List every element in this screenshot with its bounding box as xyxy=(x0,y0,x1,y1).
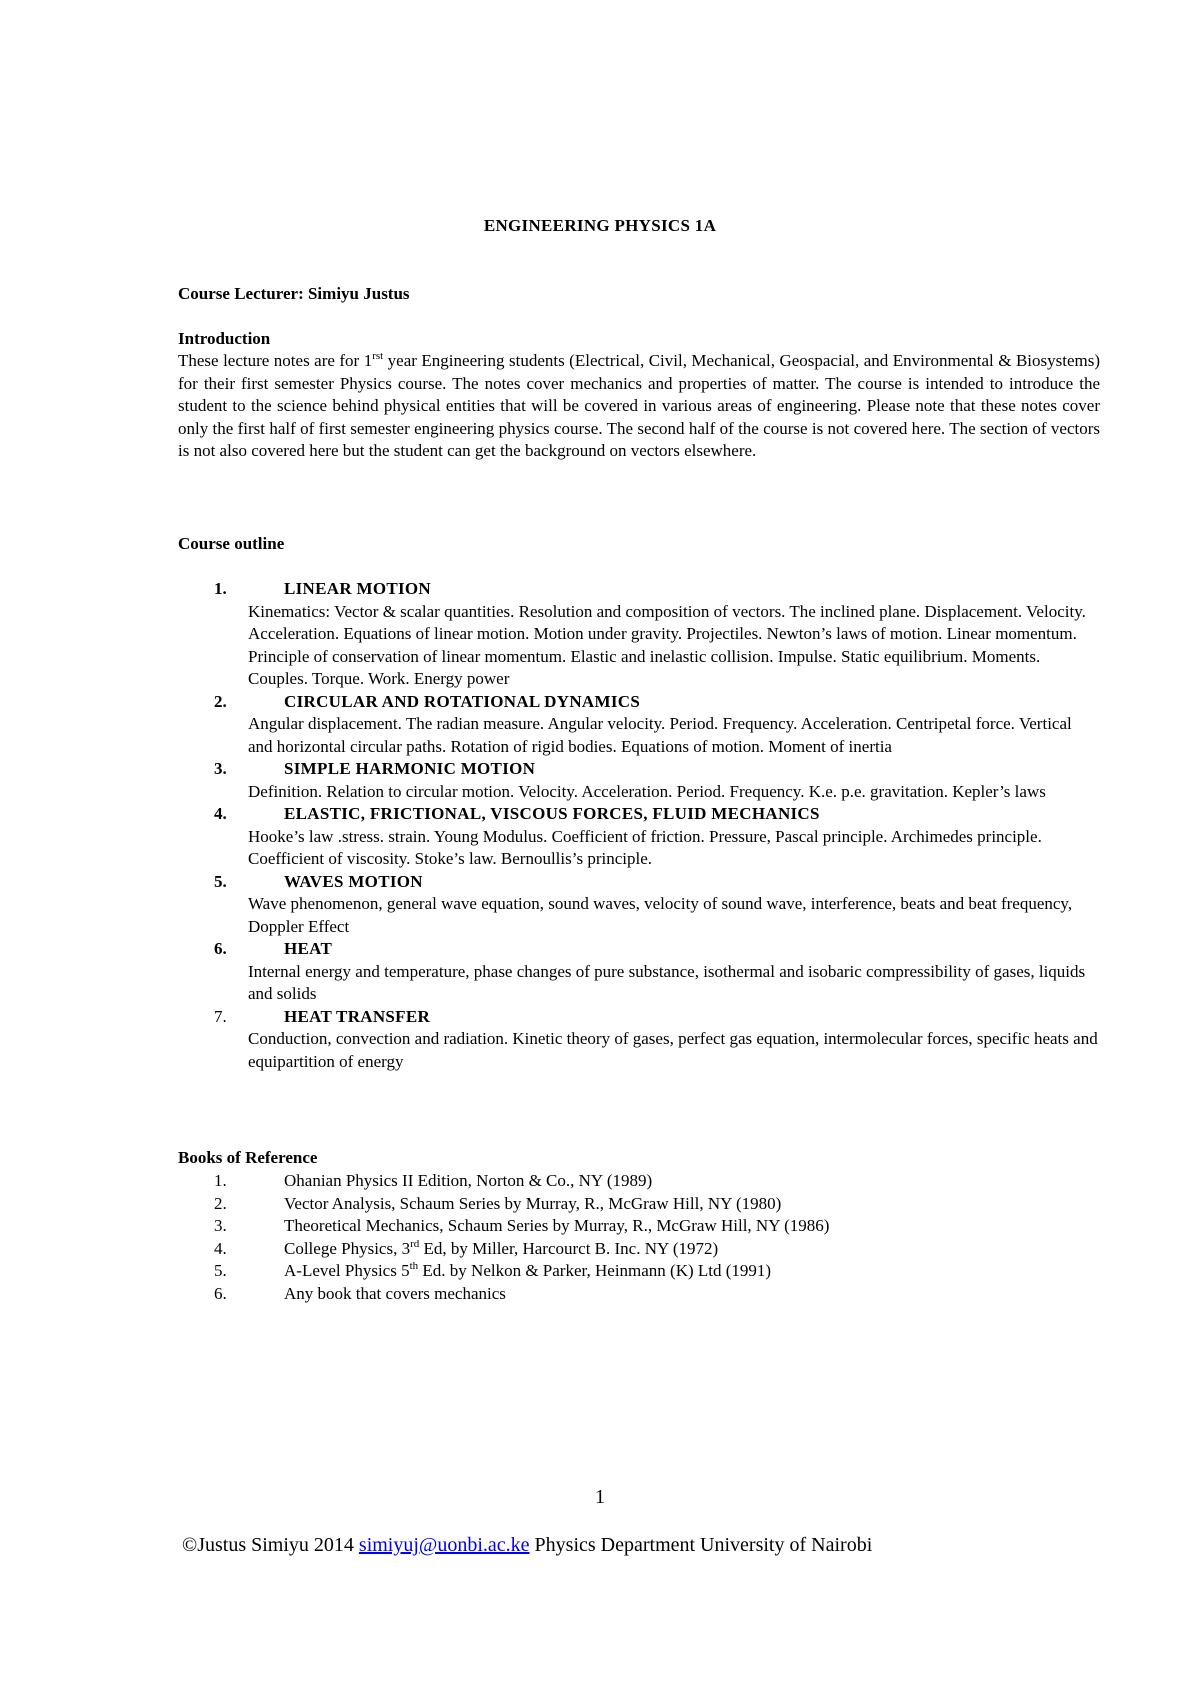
outline-item xyxy=(178,803,1100,871)
book-superscript: rd xyxy=(410,1237,420,1250)
outline-item-title: ELASTIC, FRICTIONAL, VISCOUS FORCES, FLUID MECHANICS xyxy=(284,804,820,823)
outline-item-number: 4. xyxy=(214,804,227,823)
book-item xyxy=(178,1215,1100,1238)
outline-item-title: HEAT xyxy=(284,939,333,958)
book-text: Theoretical Mechanics, Schaum Series by Murray, R., McGraw Hill, NY (1986) xyxy=(284,1216,830,1235)
book-number: 3. xyxy=(214,1216,227,1235)
outline-item-description: Angular displacement. The radian measure. Angular velocity. Period. Frequency. Acceleration. Centripetal force. Vertical and horizontal circular paths. Rotation of rigid bodies. Equations of motion. Moment of inertia xyxy=(248,714,1072,756)
book-item xyxy=(178,1238,1100,1261)
book-number: 5. xyxy=(214,1261,227,1280)
outline-item-title: CIRCULAR AND ROTATIONAL DYNAMICS xyxy=(284,691,641,711)
book-number: 2. xyxy=(214,1193,227,1213)
outline-item xyxy=(178,1006,1100,1074)
introduction-paragraph xyxy=(178,350,1100,463)
books-of-reference-list xyxy=(178,1170,1100,1305)
outline-item-title: HEAT TRANSFER xyxy=(284,1006,431,1026)
outline-item-number: 1. xyxy=(214,579,227,598)
intro-text-rest: year Engineering students (Electrical, Civil, Mechanical, Geospacial, and Environmental & Biosystems) for their first semester Physics course. The notes cover mechanics and properties of matter. The course is intended to introduce the student to the science behind physical entities that will be covered in various areas of engineering. Please note that these notes cover only the first half of first semester engineering physics course. The second half of the course is not covered here. The section of vectors is not also covered here but the student can get the background on vectors elsewhere. xyxy=(178,351,1101,460)
book-item xyxy=(178,1283,1100,1306)
book-superscript: th xyxy=(409,1260,419,1272)
intro-text-start: These lecture notes are for 1 xyxy=(178,351,373,370)
book-text: Vector Analysis, Schaum Series by Murray, R., McGraw Hill, NY (1980) xyxy=(284,1193,782,1213)
outline-item xyxy=(178,758,1100,803)
outline-item-number: 7. xyxy=(214,1006,227,1026)
outline-item-number: 3. xyxy=(214,759,227,778)
outline-item-description: Wave phenomenon, general wave equation, sound waves, velocity of sound wave, interference, beats and beat frequency, Doppler Effect xyxy=(248,894,1073,936)
course-outline-heading: Course outline xyxy=(178,534,285,553)
footer-copyright: ©Justus Simiyu 2014 xyxy=(182,1534,359,1556)
document-title: ENGINEERING PHYSICS 1A xyxy=(483,216,717,235)
outline-item-number: 6. xyxy=(214,939,227,958)
outline-item-description: Internal energy and temperature, phase changes of pure substance, isothermal and isobaric compressibility of gases, liquids and solids xyxy=(248,961,1086,1003)
outline-item-description: Conduction, convection and radiation. Kinetic theory of gases, perfect gas equation, intermolecular forces, specific heats and equipartition of energy xyxy=(248,1029,1098,1071)
outline-item xyxy=(178,938,1100,1006)
outline-item-number: 2. xyxy=(214,691,227,711)
book-text: A-Level Physics 5th Ed. by Nelkon & Parker, Heinmann (K) Ltd (1991) xyxy=(284,1260,772,1280)
course-lecturer: Course Lecturer: Simiyu Justus xyxy=(178,284,410,303)
footer-department: Physics Department University of Nairobi xyxy=(529,1534,873,1556)
books-of-reference-heading: Books of Reference xyxy=(178,1148,318,1167)
book-number: 6. xyxy=(214,1283,227,1303)
intro-superscript: rst xyxy=(372,350,384,362)
outline-item xyxy=(178,578,1100,691)
outline-item-description: Hooke’s law .stress. strain. Young Modulus. Coefficient of friction. Pressure, Pascal principle. Archimedes principle. Coefficient of viscosity. Stoke’s law. Bernoullis’s principle. xyxy=(248,826,1042,868)
outline-item-title: LINEAR MOTION xyxy=(284,579,431,598)
course-outline-list xyxy=(178,578,1100,1073)
outline-item-description: Kinematics: Vector & scalar quantities. Resolution and composition of vectors. The inclined plane. Displacement. Velocity. Acceleration. Equations of linear motion. Motion under gravity. Projectiles. Newton’s laws of motion. Linear momentum. Principle of conservation of linear momentum. Elastic and inelastic collision. Impulse. Static equilibrium. Moments. Couples. Torque. Work. Energy power xyxy=(248,601,1086,688)
outline-item xyxy=(178,691,1100,759)
book-item xyxy=(178,1170,1100,1193)
outline-item xyxy=(178,871,1100,939)
footer xyxy=(182,1534,872,1557)
outline-item-description: Definition. Relation to circular motion. Velocity. Acceleration. Period. Frequency. K.e. p.e. gravitation. Kepler’s laws xyxy=(248,781,1046,801)
page-number: 1 xyxy=(595,1486,605,1508)
book-number: 4. xyxy=(214,1238,227,1258)
outline-item-title: SIMPLE HARMONIC MOTION xyxy=(284,759,536,778)
book-text: College Physics, 3rd Ed, by Miller, Harcourct B. Inc. NY (1972) xyxy=(284,1237,719,1258)
book-number: 1. xyxy=(214,1171,227,1190)
outline-item-title: WAVES MOTION xyxy=(284,871,423,891)
book-item xyxy=(178,1260,1100,1283)
book-text: Any book that covers mechanics xyxy=(284,1283,506,1303)
email-link[interactable]: simiyuj@uonbi.ac.ke xyxy=(358,1534,530,1556)
outline-item-number: 5. xyxy=(214,871,227,891)
introduction-heading: Introduction xyxy=(178,329,271,348)
book-text: Ohanian Physics II Edition, Norton & Co., NY (1989) xyxy=(284,1171,653,1190)
book-item xyxy=(178,1193,1100,1216)
